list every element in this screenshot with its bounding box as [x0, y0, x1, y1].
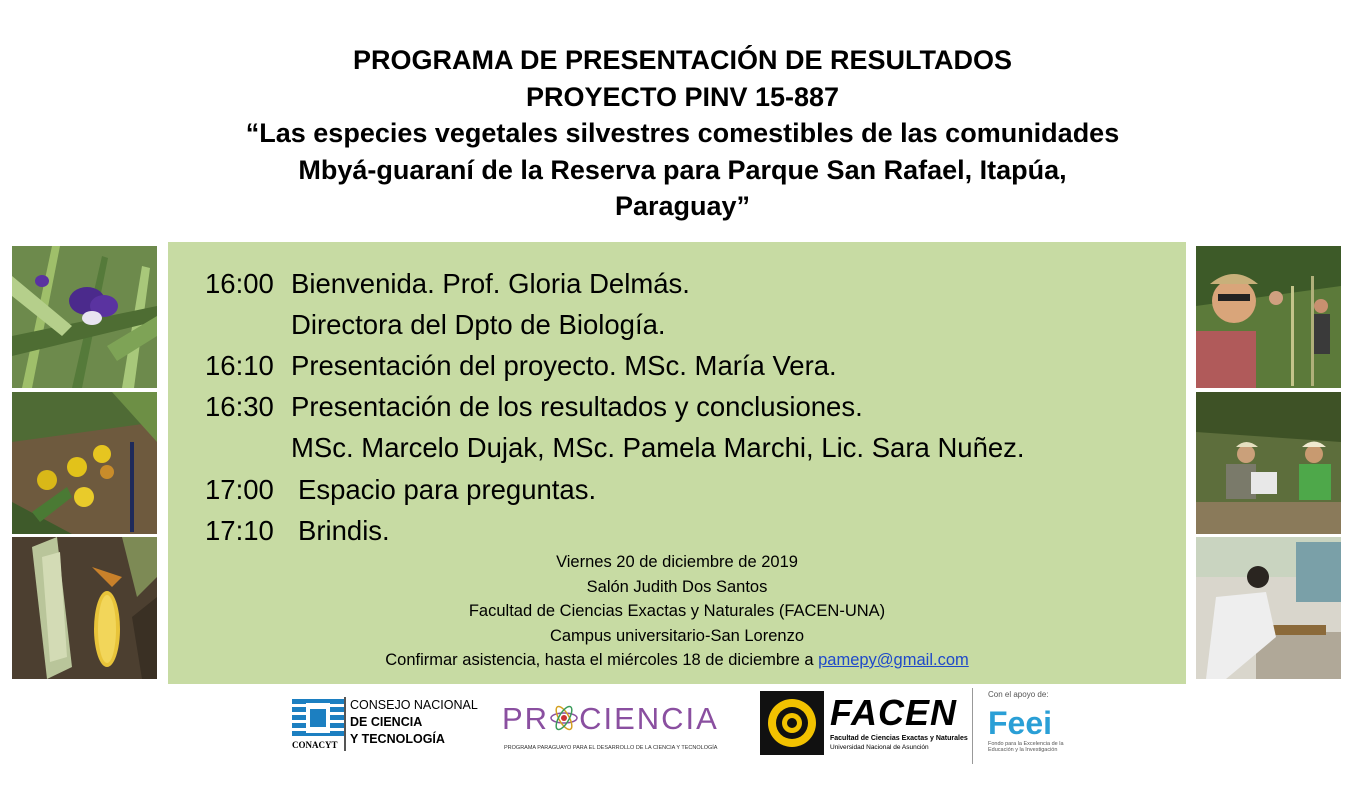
conacyt-line-1: CONSEJO NACIONAL: [350, 698, 478, 712]
facen-sub-2: Universidad Nacional de Asunción: [830, 744, 929, 751]
title-line-1: PROGRAMA DE PRESENTACIÓN DE RESULTADOS: [352, 45, 1013, 75]
feei-sub-1: Fondo para la Excelencia de la: [988, 741, 1064, 747]
schedule-text: Presentación de los resultados y conclusiones.: [291, 391, 863, 422]
event-campus: Campus universitario-San Lorenzo: [549, 626, 805, 645]
title-line-4: Mbyá-guaraní de la Reserva para Parque San Rafael, Itapúa,: [298, 154, 1067, 185]
conacyt-line-2: DE CIENCIA: [350, 715, 423, 729]
schedule-item: [205, 386, 863, 427]
schedule-text: Brindis.: [298, 515, 390, 546]
photo-lab-work: [1196, 537, 1341, 679]
prociencia-tagline: PROGRAMA PARAGUAYO PARA EL DESARROLLO DE LA CIENCIA Y TECNOLOGÍA: [504, 745, 718, 751]
prociencia-logo: [500, 693, 740, 757]
facen-logo: [760, 691, 968, 757]
title-line-5: Paraguay”: [614, 191, 751, 221]
title-line-2: PROYECTO PINV 15-887: [525, 81, 840, 112]
rsvp-text: Confirmar asistencia, hasta el miércoles 18 de diciembre a: [385, 651, 819, 669]
conacyt-emblem-icon: [292, 699, 344, 741]
schedule-text: MSc. Marcelo Dujak, MSc. Pamela Marchi, Lic. Sara Nuñez.: [291, 432, 1025, 463]
rsvp-email-link[interactable]: pamepy@gmail.com: [818, 651, 969, 669]
schedule-item: [291, 427, 1025, 468]
schedule-time: 17:00: [205, 474, 274, 505]
schedule-item: [291, 304, 666, 345]
photo-field-team: [1196, 246, 1341, 388]
facen-sub-1: Facultad de Ciencias Exactas y Naturales: [830, 735, 968, 742]
program-title: [0, 42, 1365, 225]
event-faculty: Facultad de Ciencias Exactas y Naturales (FACEN-UNA): [468, 602, 886, 620]
conacyt-name: [350, 697, 478, 748]
event-room: Salón Judith Dos Santos: [586, 577, 768, 596]
conacyt-logo: [292, 697, 487, 753]
prociencia-atom-icon: [549, 701, 579, 737]
schedule-text: Bienvenida. Prof. Gloria Delmás.: [291, 268, 690, 299]
photo-field-work: [1196, 392, 1341, 534]
schedule-item: [205, 469, 596, 510]
schedule-text: Espacio para preguntas.: [298, 474, 597, 505]
prociencia-ciencia: CIENCIA: [579, 701, 719, 736]
photo-purple-flower: [12, 246, 157, 388]
schedule-item: [205, 510, 390, 551]
feei-sub-2: Educación y la Investigación: [988, 747, 1058, 753]
conacyt-divider: [344, 697, 346, 751]
feei-support-text: Con el apoyo de:: [988, 690, 1049, 699]
schedule-text: Presentación del proyecto. MSc. María Vera.: [291, 350, 837, 381]
title-line-3: “Las especies vegetales silvestres comestibles de las comunidades: [245, 118, 1120, 148]
event-date: Viernes 20 de diciembre de 2019: [556, 553, 798, 571]
photo-yellow-fruits: [12, 392, 157, 534]
schedule-time: 16:10: [205, 350, 274, 381]
feei-logo: [988, 690, 1078, 760]
conacyt-abbr: CONACYT: [292, 740, 338, 750]
logo-divider: [972, 688, 973, 764]
prociencia-pr: PR: [502, 701, 550, 736]
schedule-text: Directora del Dpto de Biología.: [291, 309, 666, 340]
schedule-item: [205, 345, 837, 386]
feei-name: Feei: [988, 705, 1053, 741]
schedule-time: 16:00: [205, 268, 274, 299]
photo-corn: [12, 537, 157, 679]
event-details: [168, 550, 1186, 673]
schedule-time: 16:30: [205, 391, 274, 422]
schedule-time: 17:10: [205, 515, 274, 546]
schedule-item: [205, 263, 690, 304]
conacyt-line-3: Y TECNOLOGÍA: [350, 732, 445, 746]
facen-emblem-icon: [760, 691, 824, 755]
facen-name: FACEN: [830, 692, 958, 733]
rsvp-line: [168, 648, 1186, 673]
